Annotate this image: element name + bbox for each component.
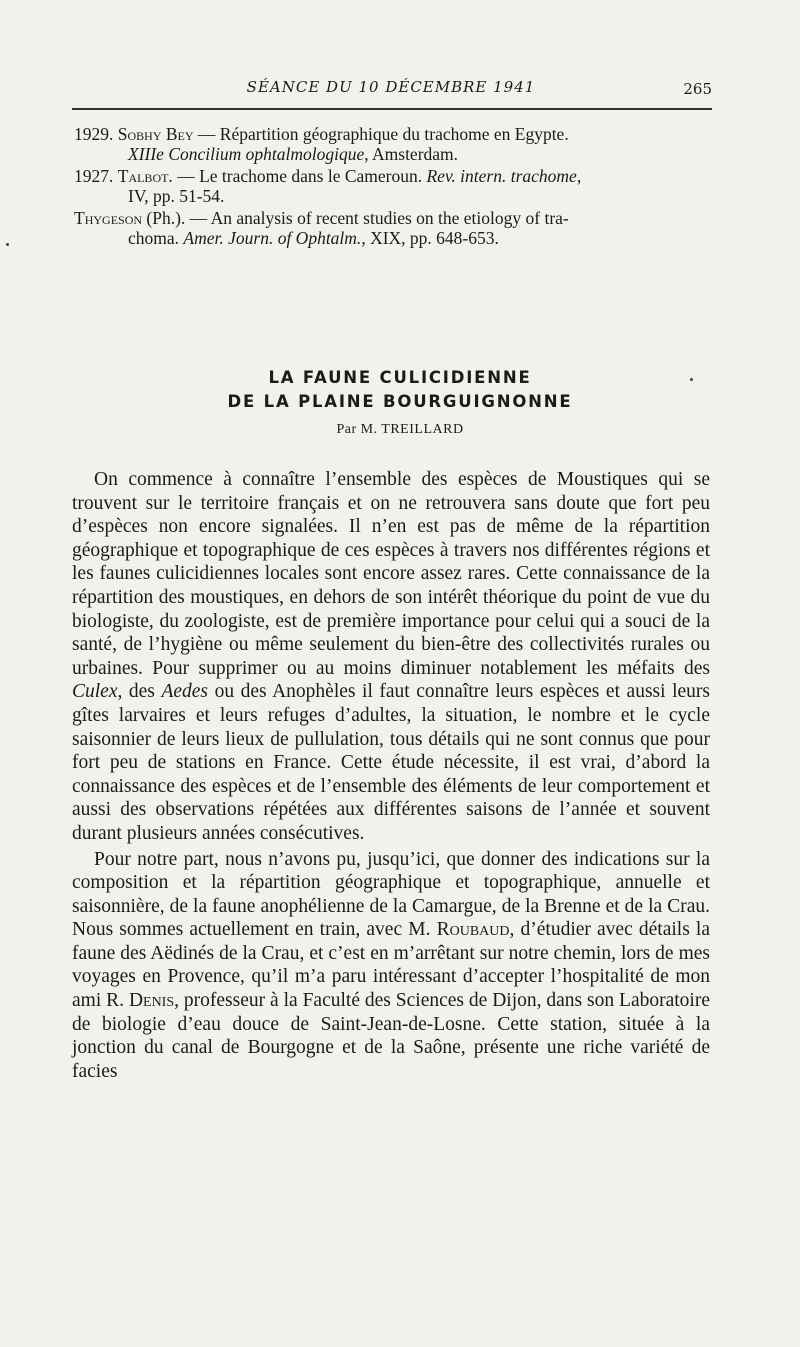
paragraph-text: On commence à connaître l’ensemble des espèces de Moustiques qui se trouvent sur le territoire français et on ne retrouvera sans doute que fort peu d’espèces non encore signalées. Il n’en est pas de même de la répartition géographique et topographique de ces espèces à travers nos différentes régions et les faunes culicidiennes locales sont encore assez rares. Cette connaissance de la répartition des moustiques, en dehors de son intérêt théorique du point de vue du biologiste, du zoologiste, est de première importance pour celui qui a souci de la santé, de l’hygiène ou même seulement du bien-être des collectivités rurales ou urbaines. Pour supprimer ou au moins diminuer notablement les méfaits des <box>72 469 710 679</box>
reference-text: , <box>576 166 582 186</box>
reference-author: Thygeson <box>74 208 143 228</box>
paragraph-text: Pour notre part, nous n’avons pu, jusqu’ici, que donner des indications sur la composition et la répartition géographique et topographique, annuelle et saisonnière, de la faune anophélienne de la Camargue, de la Brenne et de la Crau. Nous sommes actuellement en train, avec M. <box>72 848 710 941</box>
genus-name: Aedes <box>161 681 209 703</box>
reference-text: — Le trachome dans le Cameroun. <box>172 166 427 186</box>
page-number: 265 <box>683 80 712 98</box>
reference-year: 1929. <box>74 124 114 144</box>
article-body <box>72 468 710 1085</box>
reference-text: , XIX, pp. 648-653. <box>361 228 499 248</box>
paragraph-text: , professeur à la Faculté des Sciences de Dijon, dans son Laboratoire de biologie d’eau douce de Saint-Jean-de-Losne. Cette station, située à la jonction du canal de Bourgogne et de la Saône, présente une riche variété de facies <box>72 990 710 1082</box>
reference-text: — Répartition géographique du trachome en Egypte. <box>193 124 569 144</box>
paragraph-text: ou des Anophèles il faut connaître leurs espèces et aussi leurs gîtes larvaires et leurs refuges d’adultes, la situation, le nombre et le cycle saisonnier de leurs lieux de pullulation, tous détails qui ne sont connus que pour fort peu de stations en France. Cette étude nécessite, il est vrai, d’abord la connaissance des espèces et de l’ensemble des éléments de leur comportement et aussi des observations répétées aux différentes saisons de l’année et souvent durant plusieurs années consécutives. <box>72 681 710 844</box>
header-rule <box>72 108 712 110</box>
person-name: Roubaud <box>436 919 510 941</box>
margin-speck <box>6 243 9 246</box>
page-header <box>72 78 710 104</box>
reference-text: choma. <box>128 228 184 248</box>
reference-item <box>74 124 710 164</box>
genus-name: Culex <box>72 681 118 703</box>
person-name: Denis <box>128 990 175 1012</box>
reference-text: , Amsterdam. <box>364 144 459 164</box>
running-title: SÉANCE DU 10 DÉCEMBRE 1941 <box>246 78 536 96</box>
reference-author: Sobhy Bey <box>117 124 194 144</box>
reference-journal: Rev. intern. trachome <box>426 166 577 186</box>
reference-year: 1927. <box>74 166 114 186</box>
reference-journal: XIIIe Concilium ophtalmologique <box>128 144 365 164</box>
article-title-line-1: LA FAUNE CULICIDIENNE <box>268 368 532 387</box>
reference-item <box>74 166 710 206</box>
reference-journal: Amer. Journ. of Ophtalm. <box>183 228 362 248</box>
reference-text: IV, pp. 51-54. <box>128 186 225 206</box>
article-title-block <box>0 366 800 438</box>
reference-item <box>74 208 710 248</box>
reference-author: Talbot. <box>117 166 173 186</box>
article-author: Par M. TREILLARD <box>336 422 464 437</box>
reference-list <box>74 124 710 250</box>
reference-text: (Ph.). — An analysis of recent studies on the etiology of tra- <box>142 208 569 228</box>
paragraph-text: , des <box>117 681 162 703</box>
article-title-line-2: DE LA PLAINE BOURGUIGNONNE <box>227 392 573 411</box>
paragraph-text: , d’étudier avec détails la faune des Aëdinés de la Crau, et c’est en m’arrêtant sur notre chemin, lors de mes voyages en Provence, qu’il m’a paru intéressant d’accepter l’hospitalité de mon ami R. <box>72 919 710 1012</box>
paragraph <box>72 468 710 846</box>
paragraph <box>72 848 710 1084</box>
